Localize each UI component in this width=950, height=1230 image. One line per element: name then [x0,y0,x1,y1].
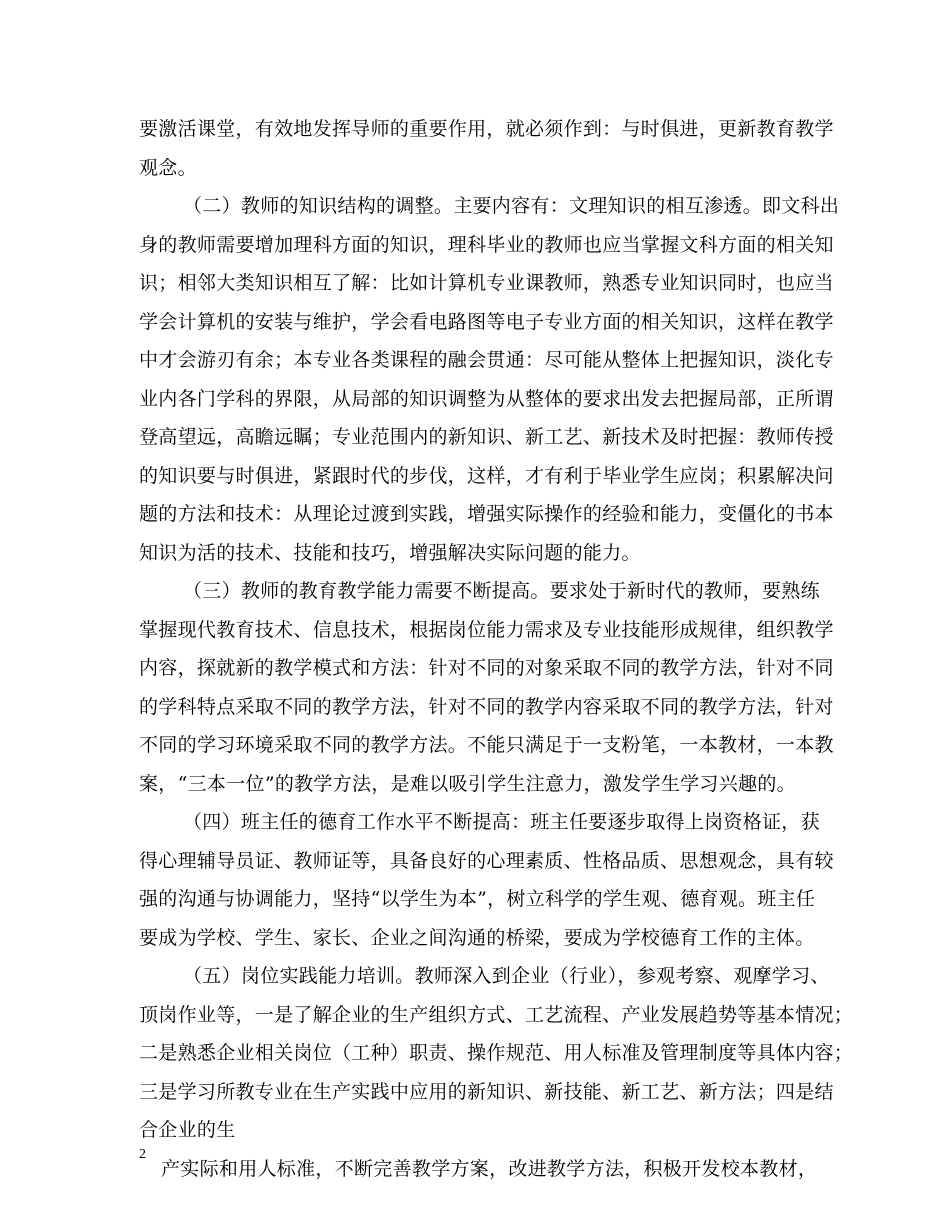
text-line: 登高望远，高瞻远瞩；专业范围内的新知识、新工艺、新技术及时把握：教师传授 [139,426,834,448]
text-line: 不同的学习环境采取不同的教学方法。不能只满足于一支粉笔，一本教材，一本教 [139,734,834,756]
text-line: 合企业的生 [139,1119,236,1141]
text-line: 身的教师需要增加理科方面的知识，理科毕业的教师也应当掌握文科方面的相关知 [139,233,834,256]
text-line: 要成为学校、学生、家长、企业之间沟通的桥梁，要成为学校德育工作的主体。 [139,926,815,949]
text-line: 识；相邻大类知识相互了解：比如计算机专业课教师，熟悉专业知识同时，也应当 [139,272,834,294]
text-line: 强的沟通与协调能力，坚持“以学生为本”，树立科学的学生观、德育观。班主任 [139,888,816,910]
text-line: 中才会游刃有余；本专业各类课程的融会贯通：尽可能从整体上把握知识，淡化专 [139,349,834,371]
paragraph-start-line: （二）教师的知识结构的调整。主要内容有：文理知识的相互渗透。即文科出 [183,195,840,217]
text-line: 的学科特点采取不同的教学方法，针对不同的教学内容采取不同的教学方法，针对 [139,695,834,718]
paragraph-start-line: （五）岗位实践能力培训。教师深入到企业（行业），参观考察、观摩学习、 [183,965,830,987]
text-line: 的知识要与时俱进，紧跟时代的步伐，这样，才有利于毕业学生应岗；积累解决问 [139,464,834,487]
text-line: 三是学习所教专业在生产实践中应用的新知识、新技能、新工艺、新方法；四是结 [139,1080,834,1103]
text-line: 内容，探就新的教学模式和方法：针对不同的对象采取不同的教学方法，针对不同 [139,657,834,679]
text-line: 学会计算机的安装与维护，学会看电路图等电子专业方面的相关知识，这样在教学 [139,310,834,333]
page-number: 2 [139,1147,146,1162]
body-text [139,110,854,1188]
paragraph-start-line: （四）班主任的德育工作水平不断提高：班主任要逐步取得上岗资格证，获 [183,811,820,833]
text-line: 知识为活的技术、技能和技巧，增强解决实际问题的能力。 [139,541,641,564]
text-line: 观念。 [139,156,197,179]
continuation-line: 产实际和用人标准，不断完善教学方案，改进教学方法，积极开发校本教材， [161,1157,818,1180]
text-line: 掌握现代教育技术、信息技术，根据岗位能力需求及专业技能形成规律，组织教学 [139,618,834,641]
text-line: 题的方法和技术：从理论过渡到实践，增强实际操作的经验和能力，变僵化的书本 [139,503,834,525]
text-line: 二是熟悉企业相关岗位（工种）职责、操作规范、用人标准及管理制度等具体内容； [139,1042,854,1064]
text-line: 得心理辅导员证、教师证等，具备良好的心理素质、性格品质、思想观念，具有较 [139,849,834,872]
paragraph-start-line: （三）教师的教育教学能力需要不断提高。要求处于新时代的教师，要熟练 [183,580,820,602]
text-line: 顶岗作业等，一是了解企业的生产组织方式、工艺流程、产业发展趋势等基本情况； [139,1003,854,1026]
text-line: 要激活课堂，有效地发挥导师的重要作用，就必须作到：与时俱进，更新教育教学 [139,118,834,140]
text-line: 案，“三本一位”的教学方法，是难以吸引学生注意力，激发学生学习兴趣的。 [139,772,796,795]
text-line: 业内各门学科的界限，从局部的知识调整为从整体的要求出发去把握局部，正所谓 [139,387,834,410]
